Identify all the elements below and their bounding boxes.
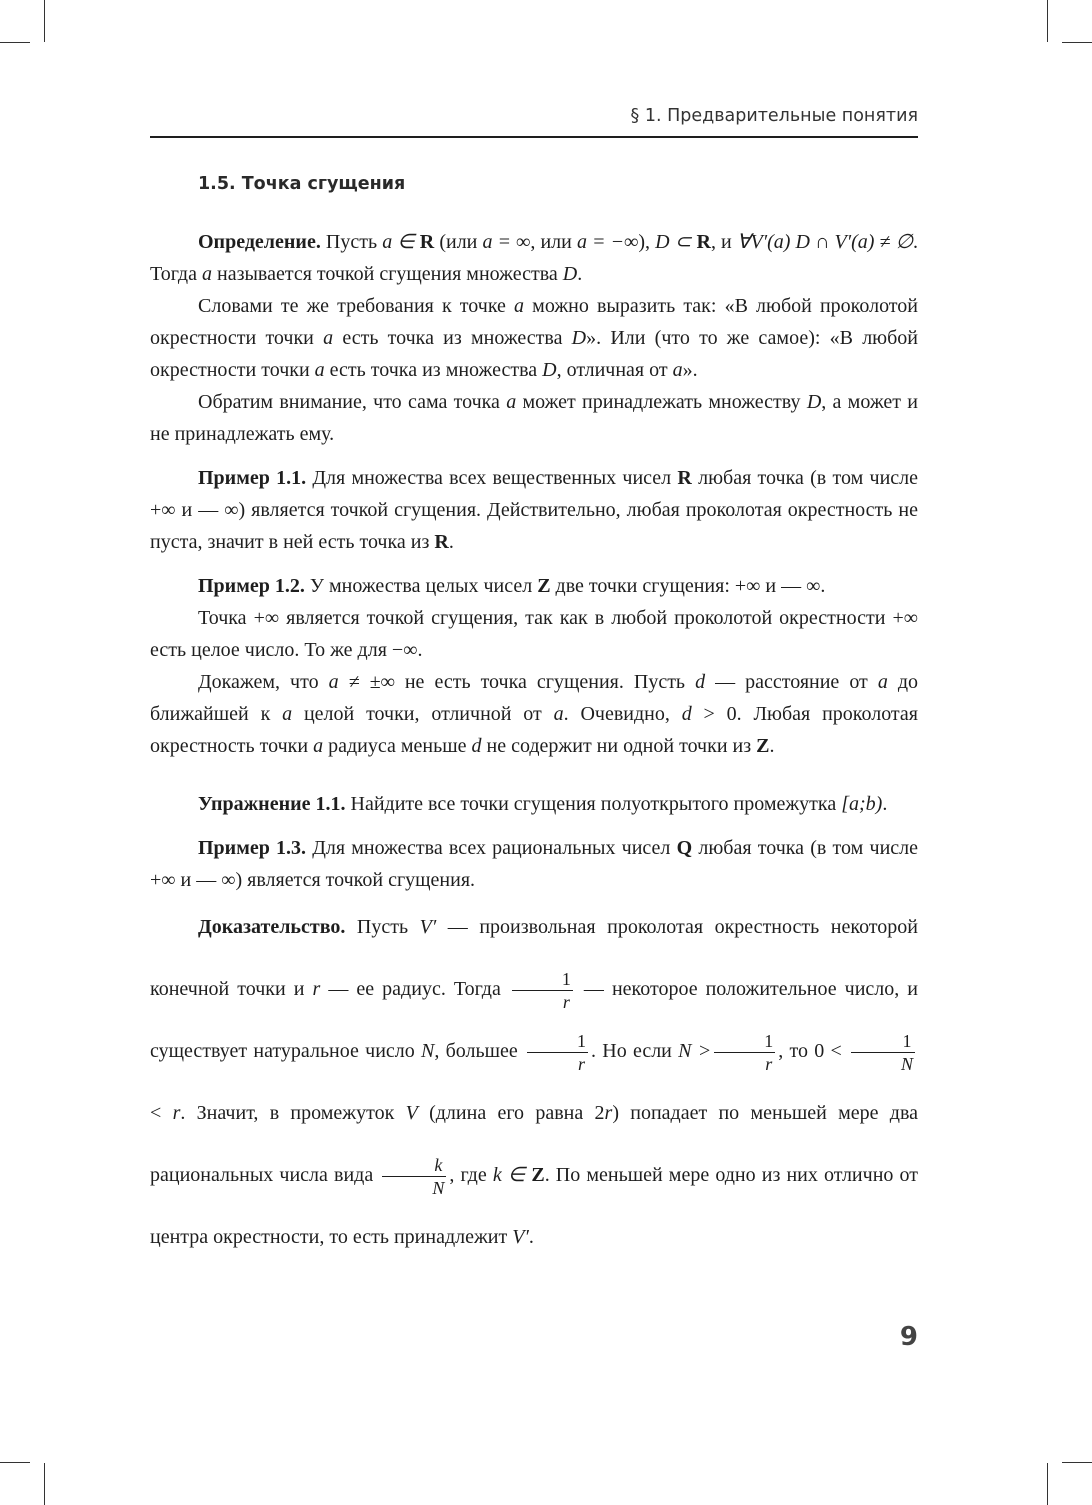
set-symbol: Z bbox=[756, 735, 770, 757]
text-run: (или bbox=[434, 231, 483, 253]
set-symbol: R bbox=[419, 231, 435, 253]
math: a bbox=[506, 391, 517, 413]
math: [a;b) bbox=[841, 793, 883, 815]
math: a bbox=[672, 359, 683, 381]
crop-mark bbox=[0, 42, 30, 43]
crop-mark bbox=[44, 1463, 45, 1505]
example-1-2 bbox=[150, 570, 918, 602]
example-label: Пример 1.1. bbox=[198, 467, 307, 489]
proof-paragraph bbox=[150, 896, 918, 1268]
set-symbol: Q bbox=[676, 837, 693, 859]
math: N bbox=[421, 1040, 435, 1062]
math: D bbox=[571, 327, 587, 349]
page-number: 9 bbox=[899, 1322, 918, 1352]
math: d bbox=[695, 671, 706, 693]
text-run: Обратим внимание, что сама точка bbox=[198, 391, 507, 413]
text-run: есть точка из множества bbox=[333, 327, 572, 349]
fraction bbox=[527, 1030, 588, 1075]
fraction-denominator: N bbox=[901, 1053, 914, 1074]
text-run: не содержит ни одной точки из bbox=[481, 735, 757, 757]
crop-mark bbox=[1062, 42, 1092, 43]
math: a bbox=[314, 359, 325, 381]
math: a ≠ ±∞ bbox=[328, 671, 395, 693]
crop-mark bbox=[1047, 0, 1048, 42]
text-run: — ее радиус. Тогда bbox=[320, 978, 509, 1000]
set-symbol: R bbox=[434, 531, 449, 553]
text-run: ». Или (что то же самое): «В любой окрестности точки bbox=[150, 327, 918, 381]
fraction-denominator: N bbox=[432, 1177, 445, 1198]
math: D bbox=[562, 263, 578, 285]
example-1-1 bbox=[150, 462, 918, 558]
text-run: , отличная от bbox=[556, 359, 673, 381]
example-1-2-paragraph-3 bbox=[150, 666, 918, 762]
text-run: радиуса меньше bbox=[323, 735, 472, 757]
text-run: Пусть bbox=[320, 231, 383, 253]
math: r bbox=[312, 978, 321, 1000]
text-run: Пусть bbox=[345, 916, 420, 938]
text-run: ) попадает по меньшей мере два рациональных числа вида bbox=[150, 1102, 919, 1186]
crop-mark bbox=[1047, 1463, 1048, 1505]
text-run: любая точка (в том числе +∞ и — ∞) является точкой сгущения. bbox=[150, 837, 919, 891]
text-run: . bbox=[528, 1226, 534, 1248]
text-run: ), bbox=[638, 231, 656, 253]
definition-label: Определение. bbox=[198, 231, 321, 253]
note-paragraph bbox=[150, 386, 918, 450]
text-run: , большее bbox=[434, 1040, 525, 1062]
set-symbol: R bbox=[696, 231, 711, 253]
text-run: две точки сгущения: +∞ и — ∞. bbox=[550, 575, 826, 597]
proof-label: Доказательство. bbox=[198, 916, 346, 938]
fraction bbox=[714, 1030, 775, 1075]
math: a bbox=[877, 671, 888, 693]
math: r bbox=[604, 1102, 613, 1124]
running-head: § 1. Предварительные понятия bbox=[630, 106, 918, 126]
math: D bbox=[806, 391, 822, 413]
text-run: Для множества всех вещественных чисел bbox=[306, 467, 678, 489]
math: V bbox=[405, 1102, 418, 1124]
header-rule bbox=[150, 136, 918, 138]
set-symbol: R bbox=[677, 467, 692, 489]
exercise-label: Упражнение 1.1. bbox=[198, 793, 346, 815]
text-run: 0 < bbox=[814, 1040, 848, 1062]
text-run: Найдите все точки сгущения полуоткрытого промежутка bbox=[345, 793, 842, 815]
fraction-numerator: 1 bbox=[714, 1030, 775, 1053]
body-text bbox=[150, 226, 918, 1268]
text-run: , и bbox=[710, 231, 737, 253]
text-run: . bbox=[769, 735, 775, 757]
example-1-3 bbox=[150, 832, 918, 896]
text-run: , то bbox=[778, 1040, 815, 1062]
math: a = ∞ bbox=[482, 231, 531, 253]
example-label: Пример 1.3. bbox=[198, 837, 307, 859]
fraction-denominator: r bbox=[562, 991, 570, 1012]
math: a bbox=[282, 703, 293, 725]
book-page bbox=[150, 0, 918, 1505]
text-run: , или bbox=[530, 231, 577, 253]
text-run: , а может и не принадлежать ему. bbox=[150, 391, 918, 445]
fraction-denominator: r bbox=[578, 1053, 586, 1074]
text-run: (длина его равна 2 bbox=[417, 1102, 605, 1124]
example-label: Пример 1.2. bbox=[198, 575, 305, 597]
math: a bbox=[514, 295, 525, 317]
math: V′ bbox=[419, 916, 437, 938]
exercise-1-1 bbox=[150, 788, 918, 820]
text-run: . Тогда bbox=[150, 231, 919, 285]
math: a bbox=[313, 735, 324, 757]
text-run: У множества целых чисел bbox=[304, 575, 538, 597]
text-run: . bbox=[448, 531, 454, 553]
fraction bbox=[382, 1154, 446, 1199]
example-1-2-paragraph-2: Точка +∞ является точкой сгущения, так как в любой проколотой окрестности +∞ есть целое число. То же для −∞. bbox=[150, 607, 918, 661]
math: N > bbox=[678, 1040, 712, 1062]
text-run: > 0. Любая проколотая окрестность точки bbox=[150, 703, 918, 757]
set-symbol: Z bbox=[537, 575, 551, 597]
fraction-denominator: r bbox=[765, 1053, 773, 1074]
text-run: ». bbox=[682, 359, 698, 381]
crop-mark bbox=[44, 0, 45, 42]
words-paragraph bbox=[150, 290, 918, 386]
math: V′ bbox=[512, 1226, 529, 1248]
fraction bbox=[851, 1030, 915, 1075]
math: a ∈ bbox=[382, 231, 420, 253]
text-run: не есть точка сгущения. Пусть bbox=[394, 671, 696, 693]
set-symbol: Z bbox=[531, 1164, 545, 1186]
text-run: Словами те же требования к точке bbox=[198, 295, 515, 317]
math: a bbox=[201, 263, 212, 285]
text-run: называется точкой сгущения множества bbox=[211, 263, 563, 285]
section-title: 1.5. Точка сгущения bbox=[198, 174, 406, 194]
fraction bbox=[512, 968, 573, 1013]
text-run: . bbox=[577, 263, 583, 285]
text-run: можно выразить так: «В любой проколотой окрестности точки bbox=[150, 295, 918, 349]
math: ∀V′(a) D ∩ V′(a) ≠ ∅ bbox=[736, 231, 914, 253]
definition-paragraph bbox=[150, 226, 918, 290]
text-run: — некоторое положительное число, и существует натуральное число bbox=[150, 978, 918, 1062]
math: d bbox=[681, 703, 692, 725]
text-run: Докажем, что bbox=[198, 671, 329, 693]
text-run: . Очевидно, bbox=[563, 703, 682, 725]
math: D ⊂ bbox=[655, 231, 697, 253]
text-run: — расстояние от bbox=[705, 671, 878, 693]
fraction-numerator: k bbox=[382, 1154, 446, 1177]
text-run: < bbox=[150, 1102, 173, 1124]
fraction-numerator: 1 bbox=[527, 1030, 588, 1053]
text-run: — произвольная проколотая окрестность некоторой конечной точки и bbox=[150, 916, 918, 1000]
text-run: до ближайшей к bbox=[150, 671, 919, 725]
text-run: Для множества всех рациональных чисел bbox=[306, 837, 677, 859]
crop-mark bbox=[0, 1462, 30, 1463]
math: r bbox=[172, 1102, 181, 1124]
math: d bbox=[471, 735, 482, 757]
text-run: есть точка из множества bbox=[324, 359, 543, 381]
text-run: может принадлежать множеству bbox=[516, 391, 807, 413]
math: a = −∞ bbox=[576, 231, 639, 253]
text-run: . По меньшей мере одно из них отлично от центра окрестности, то есть принадлежит bbox=[150, 1164, 918, 1248]
math: D bbox=[542, 359, 557, 381]
math: a bbox=[323, 327, 334, 349]
text-run: целой точки, отличной от bbox=[292, 703, 554, 725]
fraction-numerator: 1 bbox=[851, 1030, 915, 1053]
math: a bbox=[553, 703, 564, 725]
math: k ∈ bbox=[492, 1164, 532, 1186]
text-run: . bbox=[882, 793, 888, 815]
fraction-numerator: 1 bbox=[512, 968, 573, 991]
text-run: . Значит, в промежуток bbox=[180, 1102, 406, 1124]
text-run: любая точка (в том числе +∞ и — ∞) является точкой сгущения. Действительно, любая проколотая окрестность не пуста, значит в ней есть точка из bbox=[150, 467, 919, 553]
text-run: , где bbox=[449, 1164, 493, 1186]
crop-mark bbox=[1062, 1462, 1092, 1463]
text-run: . Но если bbox=[591, 1040, 679, 1062]
